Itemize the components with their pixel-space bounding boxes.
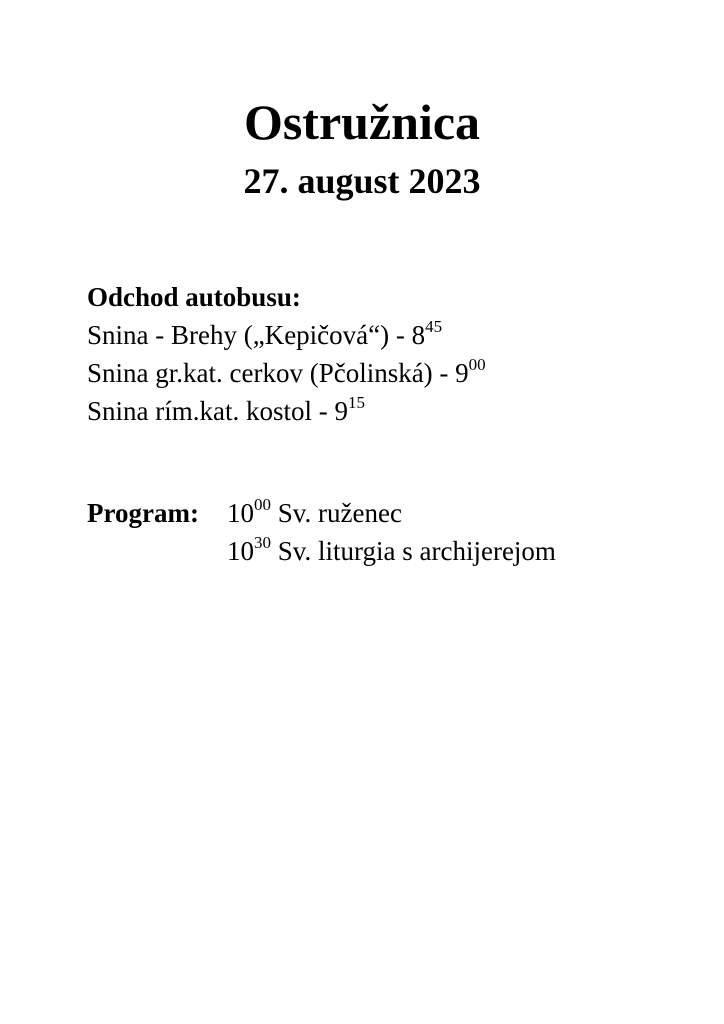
departure-section xyxy=(87,278,486,430)
event-date: 27. august 2023 xyxy=(243,161,481,201)
stop-place: Snina - Brehy („Kepičová“) - xyxy=(87,320,412,350)
page-title: Ostružnica xyxy=(243,94,481,150)
stop-hour: 9 xyxy=(455,358,469,388)
stop-minute: 15 xyxy=(347,393,365,412)
departure-stop xyxy=(87,316,486,354)
stop-hour: 9 xyxy=(334,396,348,426)
program-entry xyxy=(227,532,556,570)
program-item xyxy=(87,532,556,570)
program-label: Program: xyxy=(87,498,199,528)
program-section xyxy=(87,494,556,570)
program-item xyxy=(87,494,556,532)
departure-heading: Odchod autobusu: xyxy=(87,282,301,312)
program-minute: 00 xyxy=(254,495,271,514)
program-entry xyxy=(227,494,402,532)
program-minute: 30 xyxy=(254,533,271,552)
program-text: Sv. ruženec xyxy=(271,498,402,528)
program-text: Sv. liturgia s archijerejom xyxy=(271,536,556,566)
departure-stop xyxy=(87,354,486,392)
stop-minute: 00 xyxy=(468,355,486,374)
stop-minute: 45 xyxy=(425,317,443,336)
stop-hour: 8 xyxy=(411,320,426,350)
stop-place: Snina rím.kat. kostol - xyxy=(87,396,335,426)
departure-stop xyxy=(87,392,486,430)
program-hour: 10 xyxy=(227,536,254,566)
program-hour: 10 xyxy=(227,498,254,528)
stop-place: Snina gr.kat. cerkov (Pčolinská) - xyxy=(87,358,456,388)
